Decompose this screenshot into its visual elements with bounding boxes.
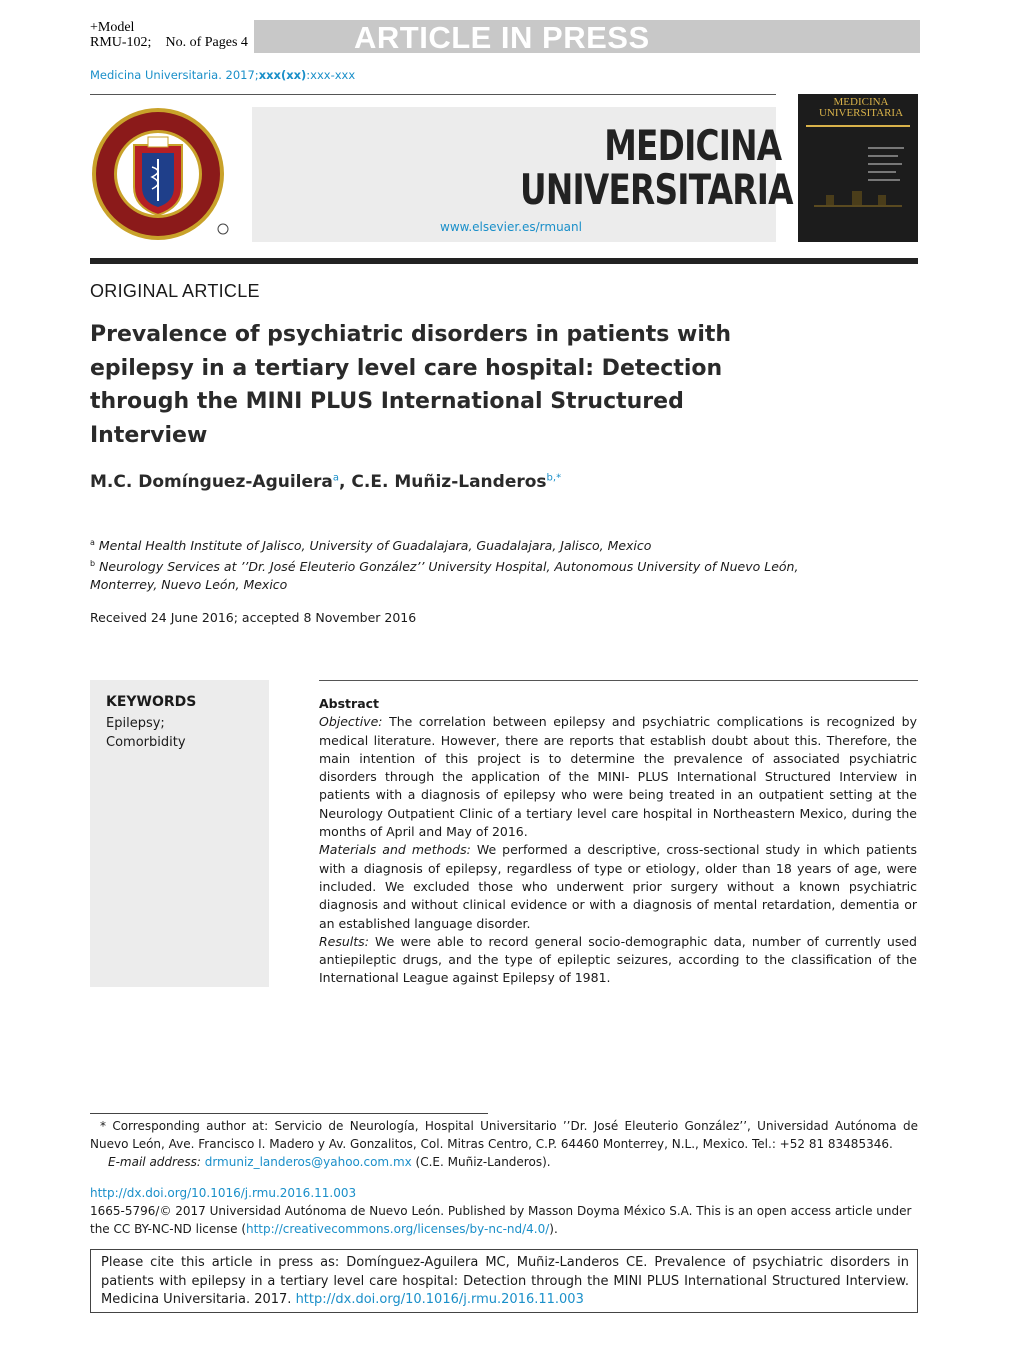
email-link[interactable]: drmuniz_landeros@yahoo.com.mx: [204, 1155, 412, 1169]
header-model: +Model: [90, 20, 135, 35]
license-link[interactable]: http://creativecommons.org/licenses/by-nc-nd/4.0/: [246, 1222, 550, 1236]
affiliations: $^a$ Mental Health Institute of Jalisco, University of Guadalajara, Guadalajara, Jalisco, Mexico $^b$ Neurology Services at ’’Dr. José Eleuterio González’’ University Hospital, Autonomous University of Nuevo León, Monterrey, Nuevo León, Mexico: [90, 538, 799, 593]
university-seal-logo: [90, 107, 232, 242]
abstract-rule: [319, 680, 918, 681]
article-in-press-banner: [254, 20, 920, 53]
footnote-rule: [90, 1113, 488, 1114]
keywords-title: KEYWORDS: [106, 694, 197, 710]
abstract: [319, 695, 917, 988]
corresponding-author-footnote: * Corresponding author at: Servicio de Neurología, Hospital Universitario ’’Dr. José Eleuterio González’’, Universidad Autónoma de Nuevo León, Ave. Francisco I. Madero y Av. Gonzalitos, Col. Mitras Centro, C.P. 64460 Monterrey, N.L., Mexico. Tel.: +52 81 83485346. E-mail address: drmuniz_landeros@yahoo.com.mx (C.E. Muñiz-Landeros).: [90, 1119, 918, 1169]
journal-brand-wordmark: MEDICINA UNIVERSITARIA: [520, 121, 793, 214]
license-statement: 1665-5796/© 2017 Universidad Autónoma de Nuevo León. Published by Masson Doyma México S.A. This is an open access article under the CC BY-NC-ND license (http://creativecommons.org/licenses/by-nc-nd/4.0/).: [90, 1204, 912, 1236]
abstract-objective: Objective: The correlation between epilepsy and psychiatric complications is recognized by medical literature. However, there are reports that establish doubt about this. Therefore, the main intention of this project is to determine the prevalence of associated psychiatric disorders through the application of the MINI- PLUS International Structured Interview in patients with a diagnosis of epilepsy who were being treated in an outpatient setting at the Neurology Outpatient Clinic of a tertiary level care hospital in Northeastern Mexico, during the months of April and May of 2016.: [319, 714, 917, 840]
article-title: Prevalence of psychiatric disorders in patients with epilepsy in a tertiary level care hospital: Detection through the MINI PLUS International Structured Interview: [90, 322, 732, 448]
author-2: C.E. Muñiz-Landeros: [351, 472, 547, 492]
citation-text: Please cite this article in press as: Domínguez-Aguilera MC, Muñiz-Landeros CE. Prevalence of psychiatric disorders in patients with epilepsy in a tertiary level care hospital: Detection through the MINI PLUS International Structured Interview. Medicina Universitaria. 2017. http://dx.doi.org/10.1016/j.rmu.2016.11.003: [101, 1255, 909, 1307]
received-dates: Received 24 June 2016; accepted 8 November 2016: [90, 610, 417, 625]
banner-text: ARTICLE IN PRESS: [354, 20, 650, 55]
cover-decoration: [806, 125, 910, 237]
affiliation-b: Neurology Services at ’’Dr. José Eleuterio González’’ University Hospital, Autonomous University of Nuevo León,: [99, 559, 799, 575]
abstract-heading: Abstract: [319, 696, 380, 711]
abstract-results: Results: We were able to record general socio-demographic data, number of currently used antiepileptic drugs, and the type of epileptic seizures, according to the classification of the International League against Epilepsy of 1981.: [319, 933, 917, 986]
masthead-rule: [90, 258, 918, 264]
header-rule: [90, 94, 776, 95]
header-ref: RMU-102;: [90, 35, 152, 50]
journal-url[interactable]: www.elsevier.es/rmuanl: [440, 220, 582, 234]
keyword-item: Comorbidity: [106, 735, 186, 750]
article-authors: M.C. Domínguez-Aguilera$^a$, C.E. Muñiz-Landeros$^{b,*}$: [90, 472, 562, 492]
header-model-info: [90, 20, 248, 50]
header-pages: No. of Pages 4: [165, 35, 248, 50]
journal-reference: Medicina Universitaria. 2017;xxx(xx):xxx-xxx: [90, 68, 356, 82]
cover-title: MEDICINA UNIVERSITARIA: [818, 96, 904, 119]
author-1: M.C. Domínguez-Aguilera: [90, 472, 333, 492]
citation-doi-link[interactable]: http://dx.doi.org/10.1016/j.rmu.2016.11.003: [295, 1292, 584, 1307]
keyword-item: Epilepsy;: [106, 716, 165, 731]
abstract-methods: Materials and methods: We performed a descriptive, cross-sectional study in which patients with a diagnosis of epilepsy, regardless of type or etiology, older than 18 years of age, were included. We excluded those who underwent prior surgery without a known psychiatric diagnosis and without clinical evidence or with a diagnosis of mental retardation, dementia or an established language disorder.: [319, 842, 917, 931]
article-type: ORIGINAL ARTICLE: [90, 281, 260, 301]
doi-link[interactable]: http://dx.doi.org/10.1016/j.rmu.2016.11.003: [90, 1186, 357, 1200]
affiliation-a: Mental Health Institute of Jalisco, University of Guadalajara, Guadalajara, Jalisco, Mexico: [98, 538, 652, 554]
